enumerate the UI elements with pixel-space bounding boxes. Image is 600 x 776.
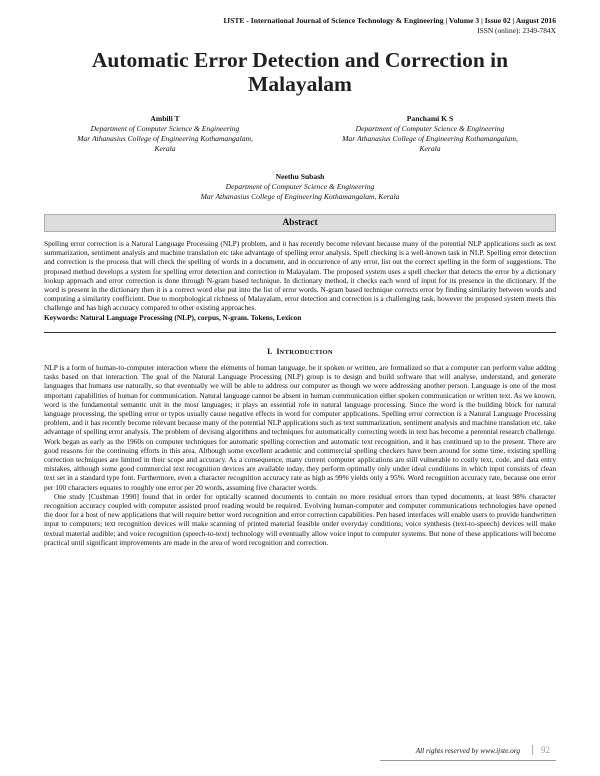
author-college: Mar Athanasius College of Engineering Kothamangalam, [77, 134, 253, 143]
body-paragraph: NLP is a form of human-to-computer interaction where the elements of human language, be it spoken or written, are formalized so that a computer can perform value adding tasks based on that interaction. The goal of the Natural Language Processing (NLP) group is to design and build software that will analyse, understand, and generate languages that humans use naturally, so that eventually we will be able to address our computer as though we were addressing another person. Language is one of the most important capabilities of human for communication. Natural language cannot be absent in human communication either spoken communication or written text. As we known, word is the fundamental semantic unit in the most languages; it plays an essential role in natural language processing. Since the word is the building block for natural language processing, the spelling error or typos usually cause negative effects in word for computer applications. Spelling error correction is a Natural Language Processing problem, and it has recently become relevant because many of the potential NLP applications such as text summarization, sentiment analysis and machine translation etc. take advantage of spelling error analysis. The problem of devising algorithms and techniques for automatically correcting words in text has become a perennial research challenge. Work began as early as the 1960s on computer techniques for automatic spelling correction and automatic text recognition, and it has continued up to the present. There are good reasons for the continuing efforts in this area. Although some excellent academic and commercial spelling checkers have been around for some time, existing spelling correction techniques are limited in their scope and accuracy. As a consequence, many current computer applications are still vulnerable to costly text, code, and data entry mistakes, although some good commercial text recognition devices are available today, they perform optimally only under ideal conditions in which input consists of clean text set in a standard type font. Furthermore, even a character recognition accuracy rate as high as 99% yields only a 95%. Word recognition accuracy rate, because one error per 100 characters equates to roughly one error per 20 words, assuming five character words. [44, 363, 556, 492]
author-place: Kerala [154, 144, 176, 153]
abstract-body [44, 239, 556, 322]
author-1 [40, 114, 290, 154]
section-first-letter: I [276, 347, 280, 356]
section-divider [44, 332, 556, 333]
body-paragraph: One study [Cushman 1990] found that in order for optically scanned documents to contain no more residual errors than typed documents, at least 98% character recognition accuracy coupled with computer assisted proof reading would be required. Evolving human-computer and computer communications technologies have opened the door for a host of new applications that will require better word recognition and error correction capabilities. Pen based interfaces will enable users to provide handwritten input to computers; text recognition devices will make scanning of printed material feasible under everyday conditions; voice synthesis (text-to-speech) devices will make textual material audible; and voice recognition (speech-to-text) technology will eventually allow voice input to computer systems. But none of these applications will become practical until significant improvements are made in the area of word recognition and correction. [44, 491, 556, 547]
author-3 [100, 172, 500, 202]
author-dept: Department of Computer Science & Engineering [90, 124, 240, 133]
page-number: 92 [532, 745, 565, 755]
footer-rights: All rights reserved by www.ijste.org [415, 746, 520, 755]
footer-rule [380, 760, 556, 761]
author-name: Neethu Subash [275, 172, 325, 181]
author-2 [300, 114, 560, 154]
issn-line: ISSN (online): 2349-784X [477, 26, 556, 35]
keywords: Keywords: Natural Language Processing (NLP), corpus, N-gram. Tokens, Lexicon [44, 312, 302, 322]
author-college: Mar Athanasius College of Engineering Kothamangalam, Kerala [200, 192, 400, 201]
abstract-heading: Abstract [44, 214, 556, 232]
author-place: Kerala [419, 144, 441, 153]
abstract-paragraph: Spelling error correction is a Natural Language Processing (NLP) problem, and it has recently become relevant because many of the potential NLP applications such as text summarization, sentiment analysis and machine translation etc take advantage of spelling error analysis. Spell checking is a well-known task in NLP. Spelling error detection and correction is the process that will check the spelling of words in a document, and in occurrence of any error, list out the correct spelling in the form of suggestions. The proposed method develops a system for spelling error detection and correction in Malayalam. The proposed system uses a spell checker that detects the error by a dictionary lookup approach and error correction is done through N-gram based technique. In dictionary method, it checks each word of input for its presence in the dictionary. If the word is present in the dictionary then it is a correct word else put into the list of error words. N-gram based technique corrects error by finding similarity between words and computing a similarity coefficient. Due to morphological richness of Malayalam, error detection and correction is a challenging task, however the proposed system meets this challenge and has high accuracy compared to other existing approaches. [44, 239, 556, 313]
section-number: I. [266, 347, 273, 356]
journal-header: IJSTE - International Journal of Science Technology & Engineering | Volume 3 | Issue 02 | August 2016 [223, 16, 556, 25]
section-title-rest: NTRODUCTION [279, 349, 333, 356]
title-line-2: Malayalam [248, 72, 352, 96]
author-dept: Department of Computer Science & Engineering [355, 124, 505, 133]
introduction-body [44, 363, 556, 547]
author-name: Ambili T [150, 114, 180, 123]
section-heading [0, 347, 600, 358]
author-name: Panchami K S [406, 114, 454, 123]
title-line-1: Automatic Error Detection and Correction in [91, 48, 509, 72]
author-dept: Department of Computer Science & Engineering [225, 182, 375, 191]
author-college: Mar Athanasius College of Engineering Kothamangalam, [342, 134, 518, 143]
paper-title [40, 48, 560, 96]
